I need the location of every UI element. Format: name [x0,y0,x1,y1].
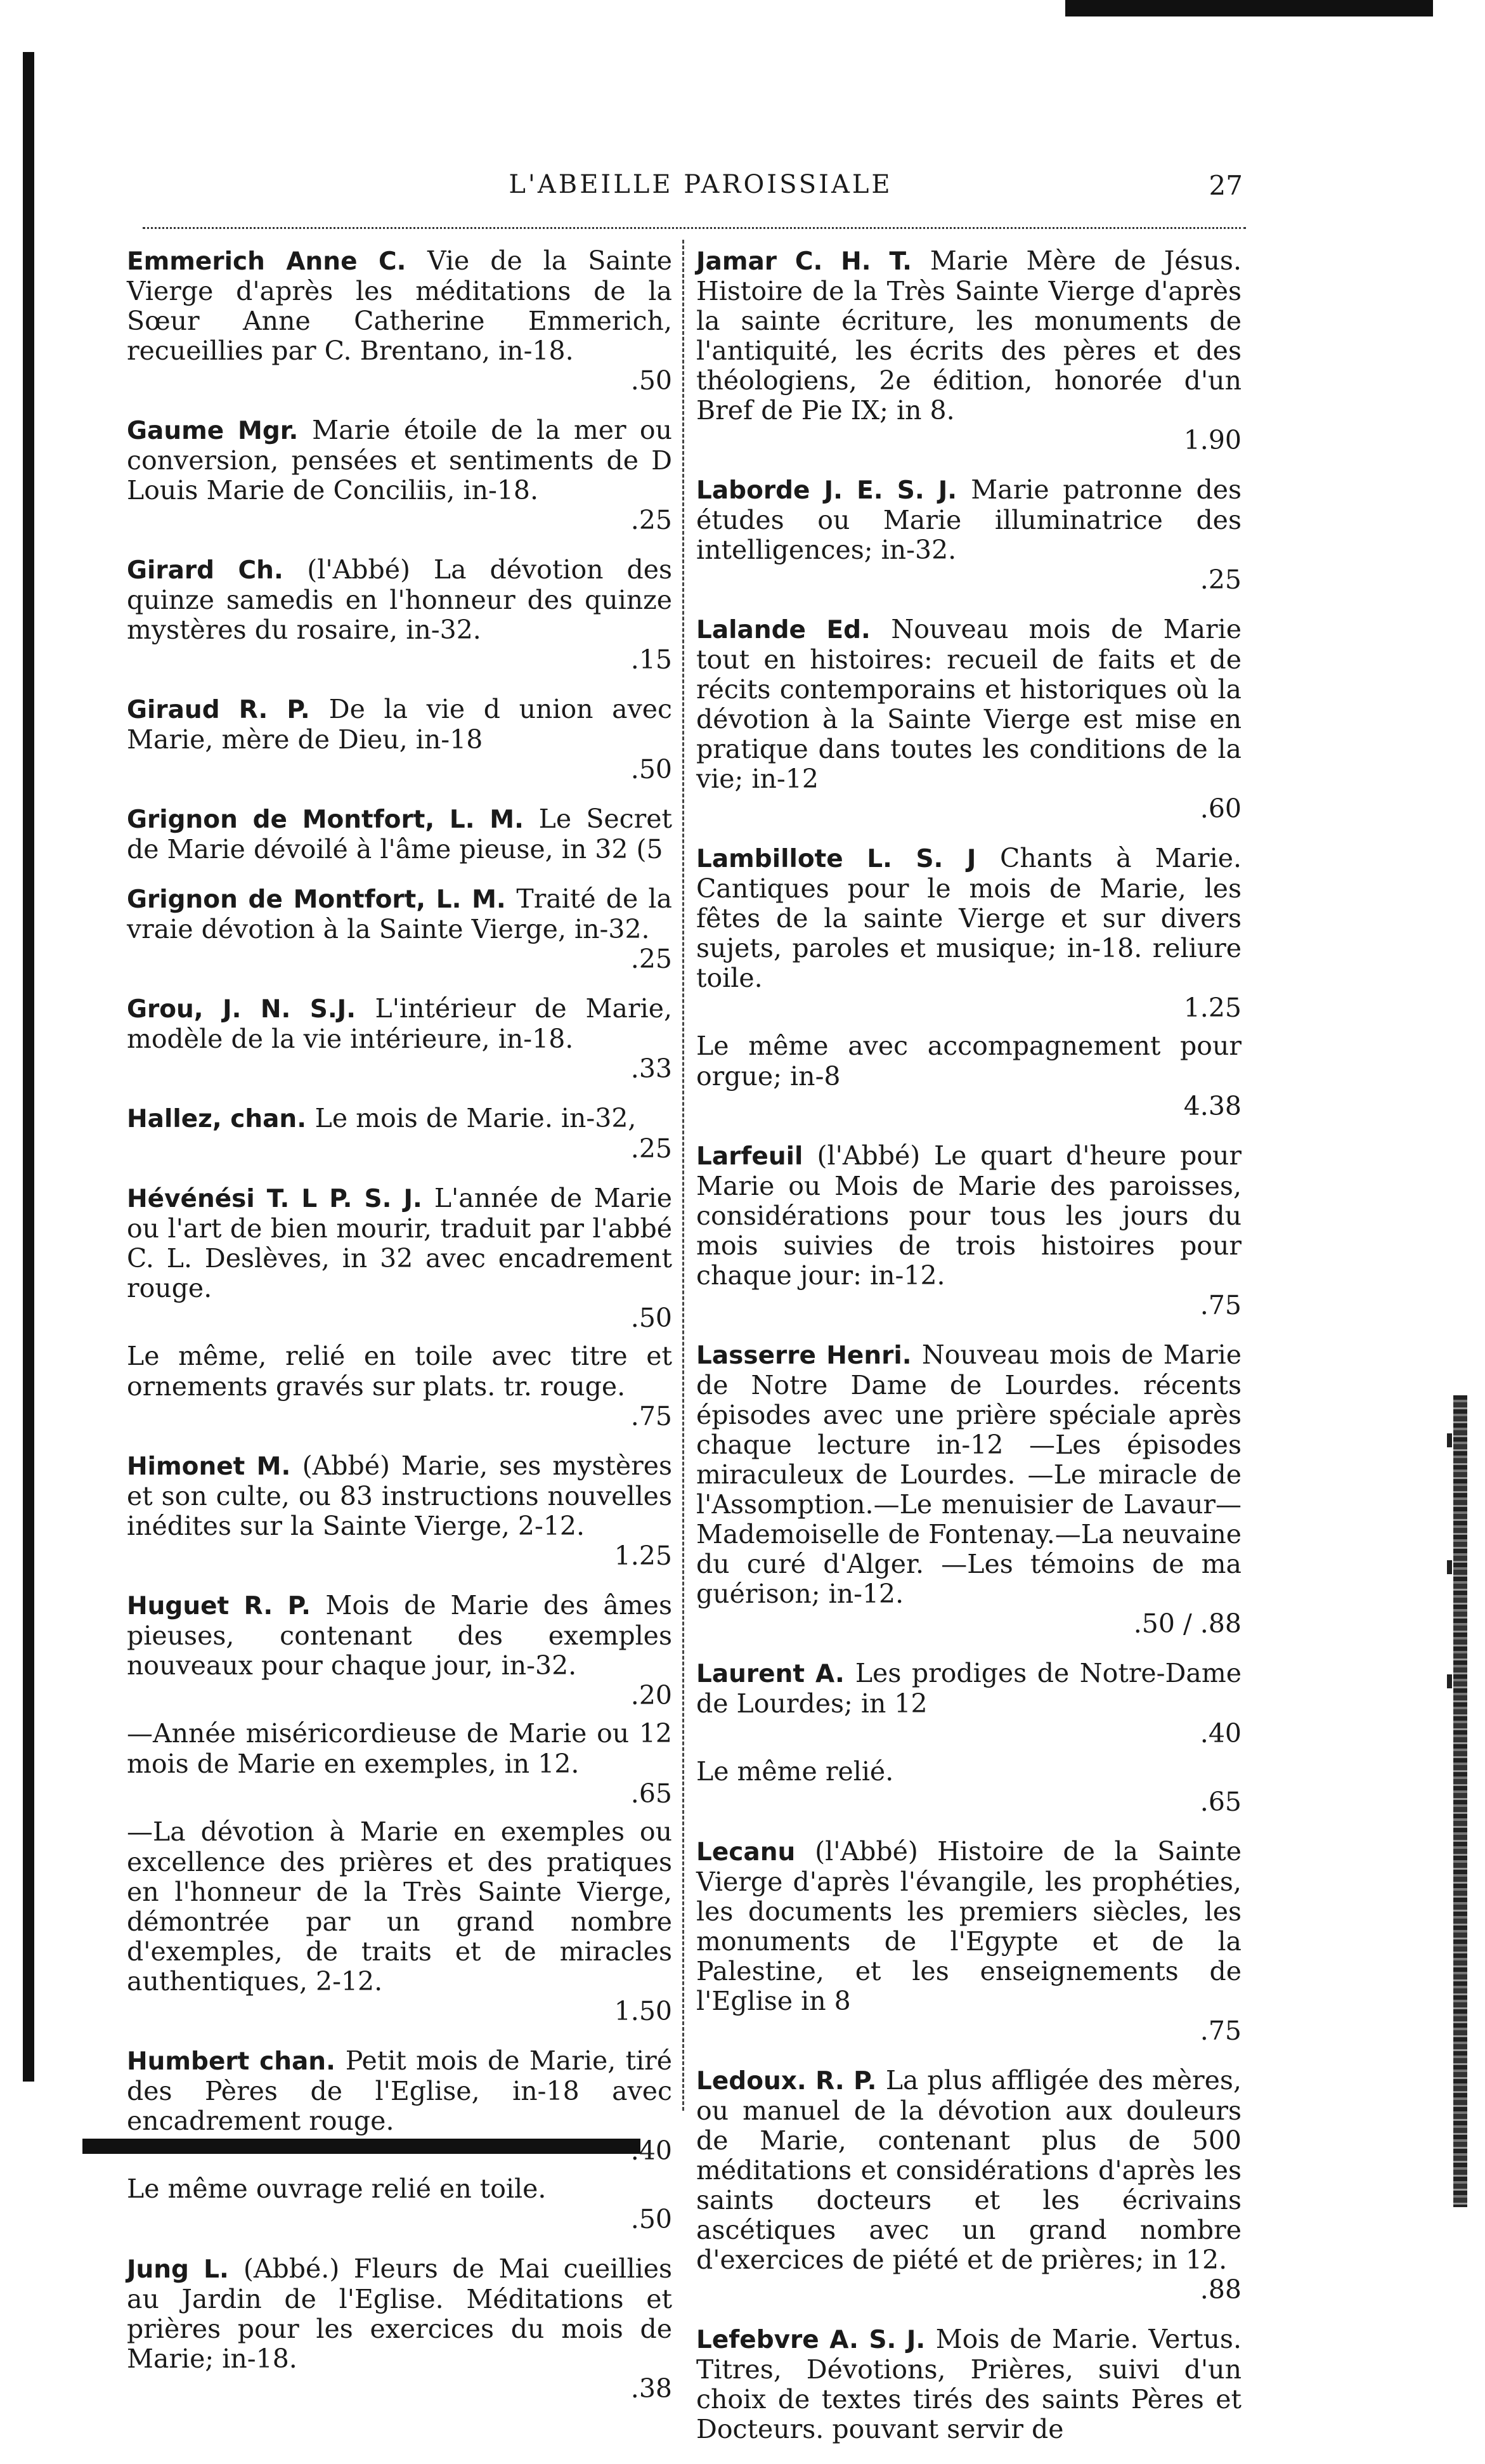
entry-description: La plus affligée des mères, ou manuel de la dévotion aux douleurs de Marie, contenant plus de 500 méditations et considérations d'après les saints docteurs et les écrivains ascétiques avec un grand nombre d'exercices de piété et de prières; in 12. [696,2065,1242,2275]
catalog-entry [127,694,672,785]
entry-description: —Année miséricordieuse de Marie ou 12 mois de Marie en exemples, in 12. [127,1718,672,1779]
entry-description: Mois de Marie des âmes pieuses, contenant des exemples nouveaux pour chaque jour, in-32. [127,1590,672,1681]
entry-price: .75 [630,1401,672,1431]
scan-speck [1447,1560,1452,1574]
entry-price: .65 [630,1778,672,1809]
entry-description: Le même ouvrage relié en toile. [127,2174,547,2204]
entry-description: Le même relié. [696,1756,894,1787]
entry-description: (Abbé.) Fleurs de Mai cueillies au Jardin de l'Eglise. Méditations et prières pour les exercices du mois de Marie; in-18. [127,2253,673,2374]
catalog-entry [127,2174,672,2234]
header-rule [143,227,1246,229]
entry-description: Nouveau mois de Marie de Notre Dame de Lourdes. récents épisodes avec une prière spéciale après chaque lecture in-12 —Les épisodes miraculeux de Lourdes. —Le miracle de l'Assomption.—Le menuisier de Lavaur—Mademoiselle de Fontenay.—La neuvaine du curé d'Alger. —Les témoins de ma guérison; in-12. [696,1340,1242,1609]
entry-price: .40 [630,2135,672,2166]
entry-author: Emmerich Anne C. [127,247,427,276]
entry-description: Nouveau mois de Marie tout en histoires: recueil de faits et de récits contemporains et historiques où la dévotion à la Sainte Vierge est mise en pratique dans toutes les conditions de la vie; in-12 [696,614,1242,794]
entry-price: .38 [630,2373,672,2404]
catalog-entry [127,804,672,864]
entry-price: 1.50 [614,1996,672,2026]
entry-author: Hallez, chan. [127,1105,315,1133]
catalog-entry [127,1104,672,1164]
catalog-entry [696,1757,1242,1817]
entry-author: Grou, J. N. S.J. [127,995,375,1024]
entry-price: .25 [1200,564,1242,595]
entry-price: 1.25 [614,1541,672,1571]
entry-price: .15 [630,644,672,675]
entry-price: .40 [1200,1718,1242,1749]
scan-speck [1447,1433,1452,1447]
catalog-entry [696,475,1242,595]
entry-price: .25 [630,505,672,535]
entry-author: Lasserre Henri. [696,1341,922,1370]
entry-author: Lalande Ed. [696,616,892,644]
column-divider [682,240,684,2111]
catalog-entry [127,1451,672,1571]
catalog-entry [127,1591,672,1711]
entry-author: Larfeuil [696,1142,817,1171]
entry-description: Le même, relié en toile avec titre et ornements gravés sur plats. tr. rouge. [127,1341,672,1402]
catalog-entry [127,1719,672,1809]
catalog-entry [127,555,672,675]
entry-author: Laborde J. E. S. J. [696,476,971,505]
catalog-entry [696,2066,1242,2305]
entry-author: Girard Ch. [127,556,308,585]
entry-author: Grignon de Montfort, L. M. [127,805,539,834]
entry-price: .50 [630,365,672,396]
catalog-entry [696,615,1242,824]
entry-author: Ledoux. R. P. [696,2067,886,2096]
entry-description: L'intérieur de Marie, modèle de la vie intérieure, in-18. [127,993,672,1054]
entry-description: (l'Abbé) Histoire de la Sainte Vierge d'après l'évangile, les prophéties, les documents les premiers siècles, les monuments de l'Egypte et de la Palestine, et les enseignements de l'Eglise in 8 [696,1836,1242,2016]
catalog-entry [696,1340,1242,1639]
catalog-entry [127,1341,672,1431]
entry-author: Humbert chan. [127,2047,346,2076]
catalog-entry [696,2324,1242,2444]
scan-border-left [23,52,34,2082]
entry-description: Traité de la vraie dévotion à la Sainte Vierge, in-32. [127,883,672,944]
running-head [159,170,1243,208]
page-number: 27 [1209,170,1243,201]
running-title: L'ABEILLE PAROISSIALE [509,170,893,199]
entry-description: (Abbé) Marie, ses mystères et son culte, ou 83 instructions nouvelles inédites sur la Sainte Vierge, 2-12. [127,1450,672,1541]
entry-price: .25 [630,1133,672,1164]
catalog-entry [127,1183,672,1333]
scan-speck [1447,1674,1452,1688]
entry-price: .60 [1200,793,1242,824]
entry-description: Les prodiges de Notre-Dame de Lourdes; in 12 [696,1658,1242,1719]
entry-price: 1.90 [1183,425,1242,455]
entry-price: .88 [1200,2274,1242,2305]
entry-description: Le mois de Marie. in-32, [315,1103,637,1133]
right-column [696,246,1242,2464]
entry-author: Lambillote L. S. J [696,845,1000,873]
entry-price: .50 [630,2204,672,2234]
entry-author: Himonet M. [127,1452,302,1481]
catalog-entry [696,1031,1242,1121]
entry-price: .75 [1200,2016,1242,2046]
entry-price: .50 / .88 [1133,1608,1242,1639]
entry-author: Jung L. [127,2255,243,2284]
entry-description: Marie étoile de la mer ou conversion, pensées et sentiments de D Louis Marie de Conciliis, in-18. [127,415,673,505]
catalog-entry [127,1817,672,2026]
entry-description: Petit mois de Marie, tiré des Pères de l'Eglise, in-18 avec encadrement rouge. [127,2045,672,2136]
entry-description: Marie patronne des études ou Marie illuminatrice des intelligences; in-32. [696,474,1242,565]
entry-description: Mois de Marie. Vertus. Titres, Dévotions, Prières, suivi d'un choix de textes tirés des saints Pères et Docteurs. pouvant servir de [696,2324,1242,2444]
entry-description: De la vie d union avec Marie, mère de Dieu, in-18 [127,694,672,755]
entry-price: .20 [630,1680,672,1711]
scan-border-top [1065,0,1433,16]
left-column [127,246,672,2423]
catalog-entry [696,246,1242,455]
entry-description: Chants à Marie. Cantiques pour le mois de Marie, les fêtes de la sainte Vierge et sur divers sujets, paroles et musique; in-18. reliure toile. [696,843,1242,993]
entry-description: L'année de Marie ou l'art de bien mourir, traduit par l'abbé C. L. Deslèves, in 32 avec encadrement rouge. [127,1183,672,1303]
catalog-entry [127,994,672,1084]
entry-description: (l'Abbé) Le quart d'heure pour Marie ou Mois de Marie des paroisses, considérations pour tous les jours du mois suivies de trois histoires pour chaque jour: in-12. [696,1140,1242,1291]
entry-author: Huguet R. P. [127,1592,326,1620]
entry-price: .65 [1200,1787,1242,1817]
entry-author: Lecanu [696,1838,815,1867]
catalog-entry [696,1141,1242,1320]
entry-price: 4.38 [1183,1091,1242,1121]
entry-price: .75 [1200,1290,1242,1320]
entry-author: Hévénési T. L P. S. J. [127,1185,434,1213]
scan-edge-right [1453,1395,1467,2207]
catalog-entry [696,844,1242,1023]
entry-author: Gaume Mgr. [127,417,313,445]
catalog-entry [127,884,672,974]
entry-price: .25 [630,944,672,974]
entry-description: Le même avec accompagnement pour orgue; in-8 [696,1031,1242,1092]
entry-price: .50 [630,1303,672,1333]
entry-author: Laurent A. [696,1660,855,1688]
entry-price: 1.25 [1183,993,1242,1023]
catalog-entry [696,1837,1242,2046]
entry-description: Marie Mère de Jésus. Histoire de la Très Sainte Vierge d'après la sainte écriture, les monuments de l'antiquité, les écrits des pères et des théologiens, 2e édition, honorée d'un Bref de Pie IX; in 8. [696,245,1242,426]
entry-author: Lefebvre A. S. J. [696,2326,936,2354]
entry-author: Giraud R. P. [127,696,329,724]
catalog-entry [696,1659,1242,1749]
catalog-entry [127,246,672,396]
catalog-entry [127,415,672,535]
entry-price: .33 [630,1053,672,1084]
entry-description: —La dévotion à Marie en exemples ou excellence des prières et des pratiques en l'honneur de la Très Sainte Vierge, démontrée par un grand nombre d'exemples, de traits et de miracles authentiques, 2-12. [127,1816,672,1997]
entry-price: .50 [630,754,672,785]
entry-description: (l'Abbé) La dévotion des quinze samedis en l'honneur des quinze mystères du rosaire, in-32. [127,554,673,645]
entry-description: Le Secret de Marie dévoilé à l'âme pieuse, in 32 (5 [127,804,672,864]
catalog-entry [127,2254,672,2404]
entry-author: Jamar C. H. T. [696,247,930,276]
entry-description: Vie de la Sainte Vierge d'après les méditations de la Sœur Anne Catherine Emmerich, recueillies par C. Brentano, in-18. [127,245,672,366]
catalog-entry [127,2046,672,2166]
entry-author: Grignon de Montfort, L. M. [127,885,517,914]
